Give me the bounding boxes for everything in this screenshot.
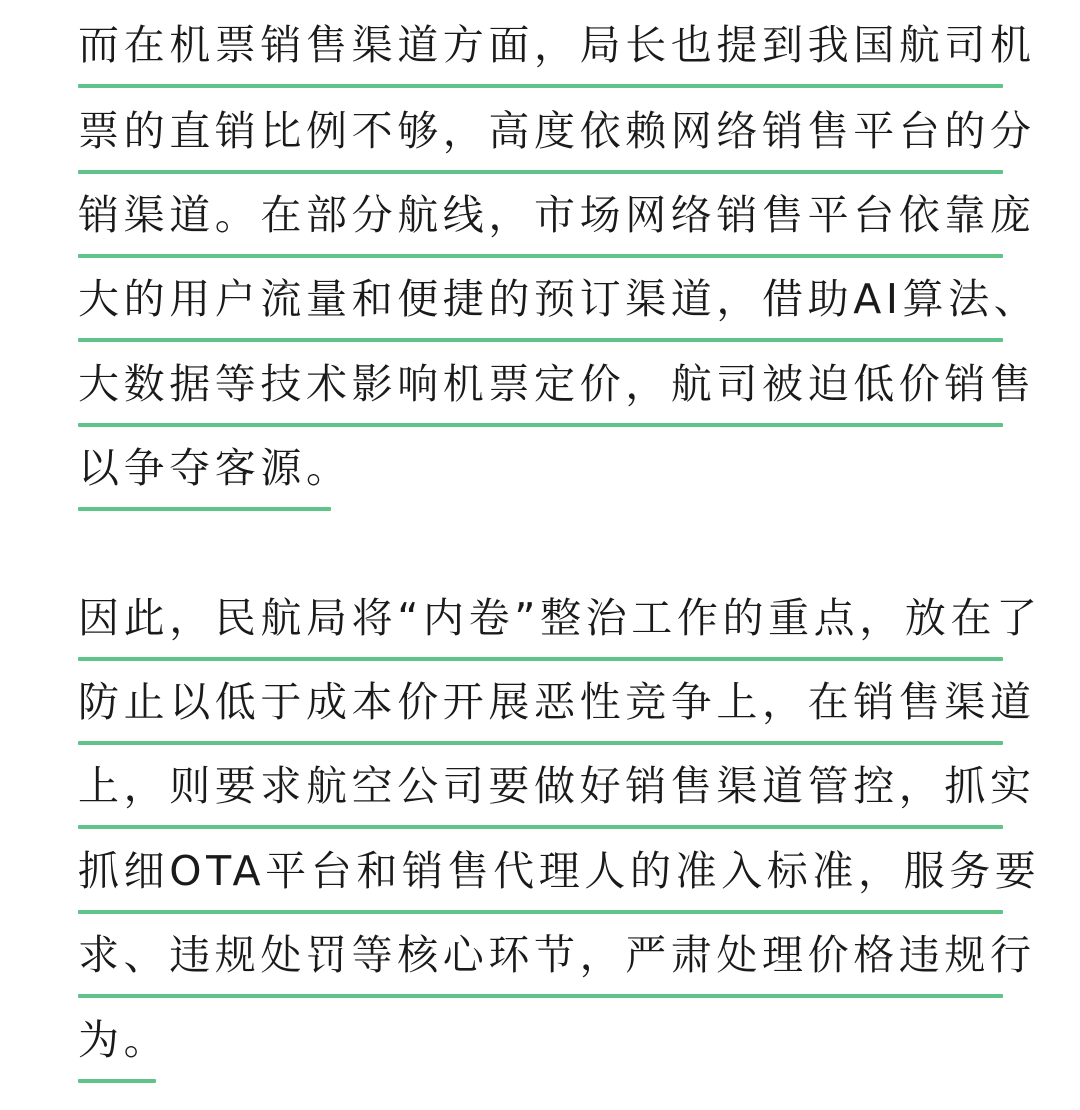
line-text: 为。 xyxy=(78,1016,170,1064)
text-line xyxy=(78,743,1036,829)
text-line xyxy=(78,912,1036,998)
line-text: 因此，民航局将“内卷”整治工作的重点，放在了 xyxy=(78,594,1042,642)
line-text: 大数据等技术影响机票定价，航司被迫低价销售 xyxy=(78,360,1036,408)
text-line xyxy=(78,341,1036,427)
text-line xyxy=(78,2,1036,88)
text-line xyxy=(78,172,1036,258)
text-line xyxy=(78,828,1041,914)
line-text: 以争夺客源。 xyxy=(78,444,352,492)
text-line xyxy=(78,425,352,511)
text-line xyxy=(78,575,1042,661)
line-text: 抓细OTA平台和销售代理人的准入标准，服务要 xyxy=(78,847,1041,895)
green-underline xyxy=(78,507,331,511)
line-text: 票的直销比例不够，高度依赖网络销售平台的分 xyxy=(78,107,1036,155)
line-text: 销渠道。在部分航线，市场网络销售平台依靠庞 xyxy=(78,191,1036,239)
text-line xyxy=(78,997,170,1083)
line-text: 防止以低于成本价开展恶性竞争上，在销售渠道 xyxy=(78,678,1036,726)
text-line xyxy=(78,88,1036,174)
line-text: 而在机票销售渠道方面，局长也提到我国航司机 xyxy=(78,21,1036,69)
line-text: 大的用户流量和便捷的预订渠道，借助AI算法、 xyxy=(78,275,1040,323)
text-line xyxy=(78,256,1040,342)
line-text: 求、违规处罚等核心环节，严肃处理价格违规行 xyxy=(78,931,1036,979)
text-line xyxy=(78,659,1036,745)
green-underline xyxy=(78,994,1003,998)
line-text: 上，则要求航空公司要做好销售渠道管控，抓实 xyxy=(78,762,1036,810)
green-underline xyxy=(78,1079,156,1083)
